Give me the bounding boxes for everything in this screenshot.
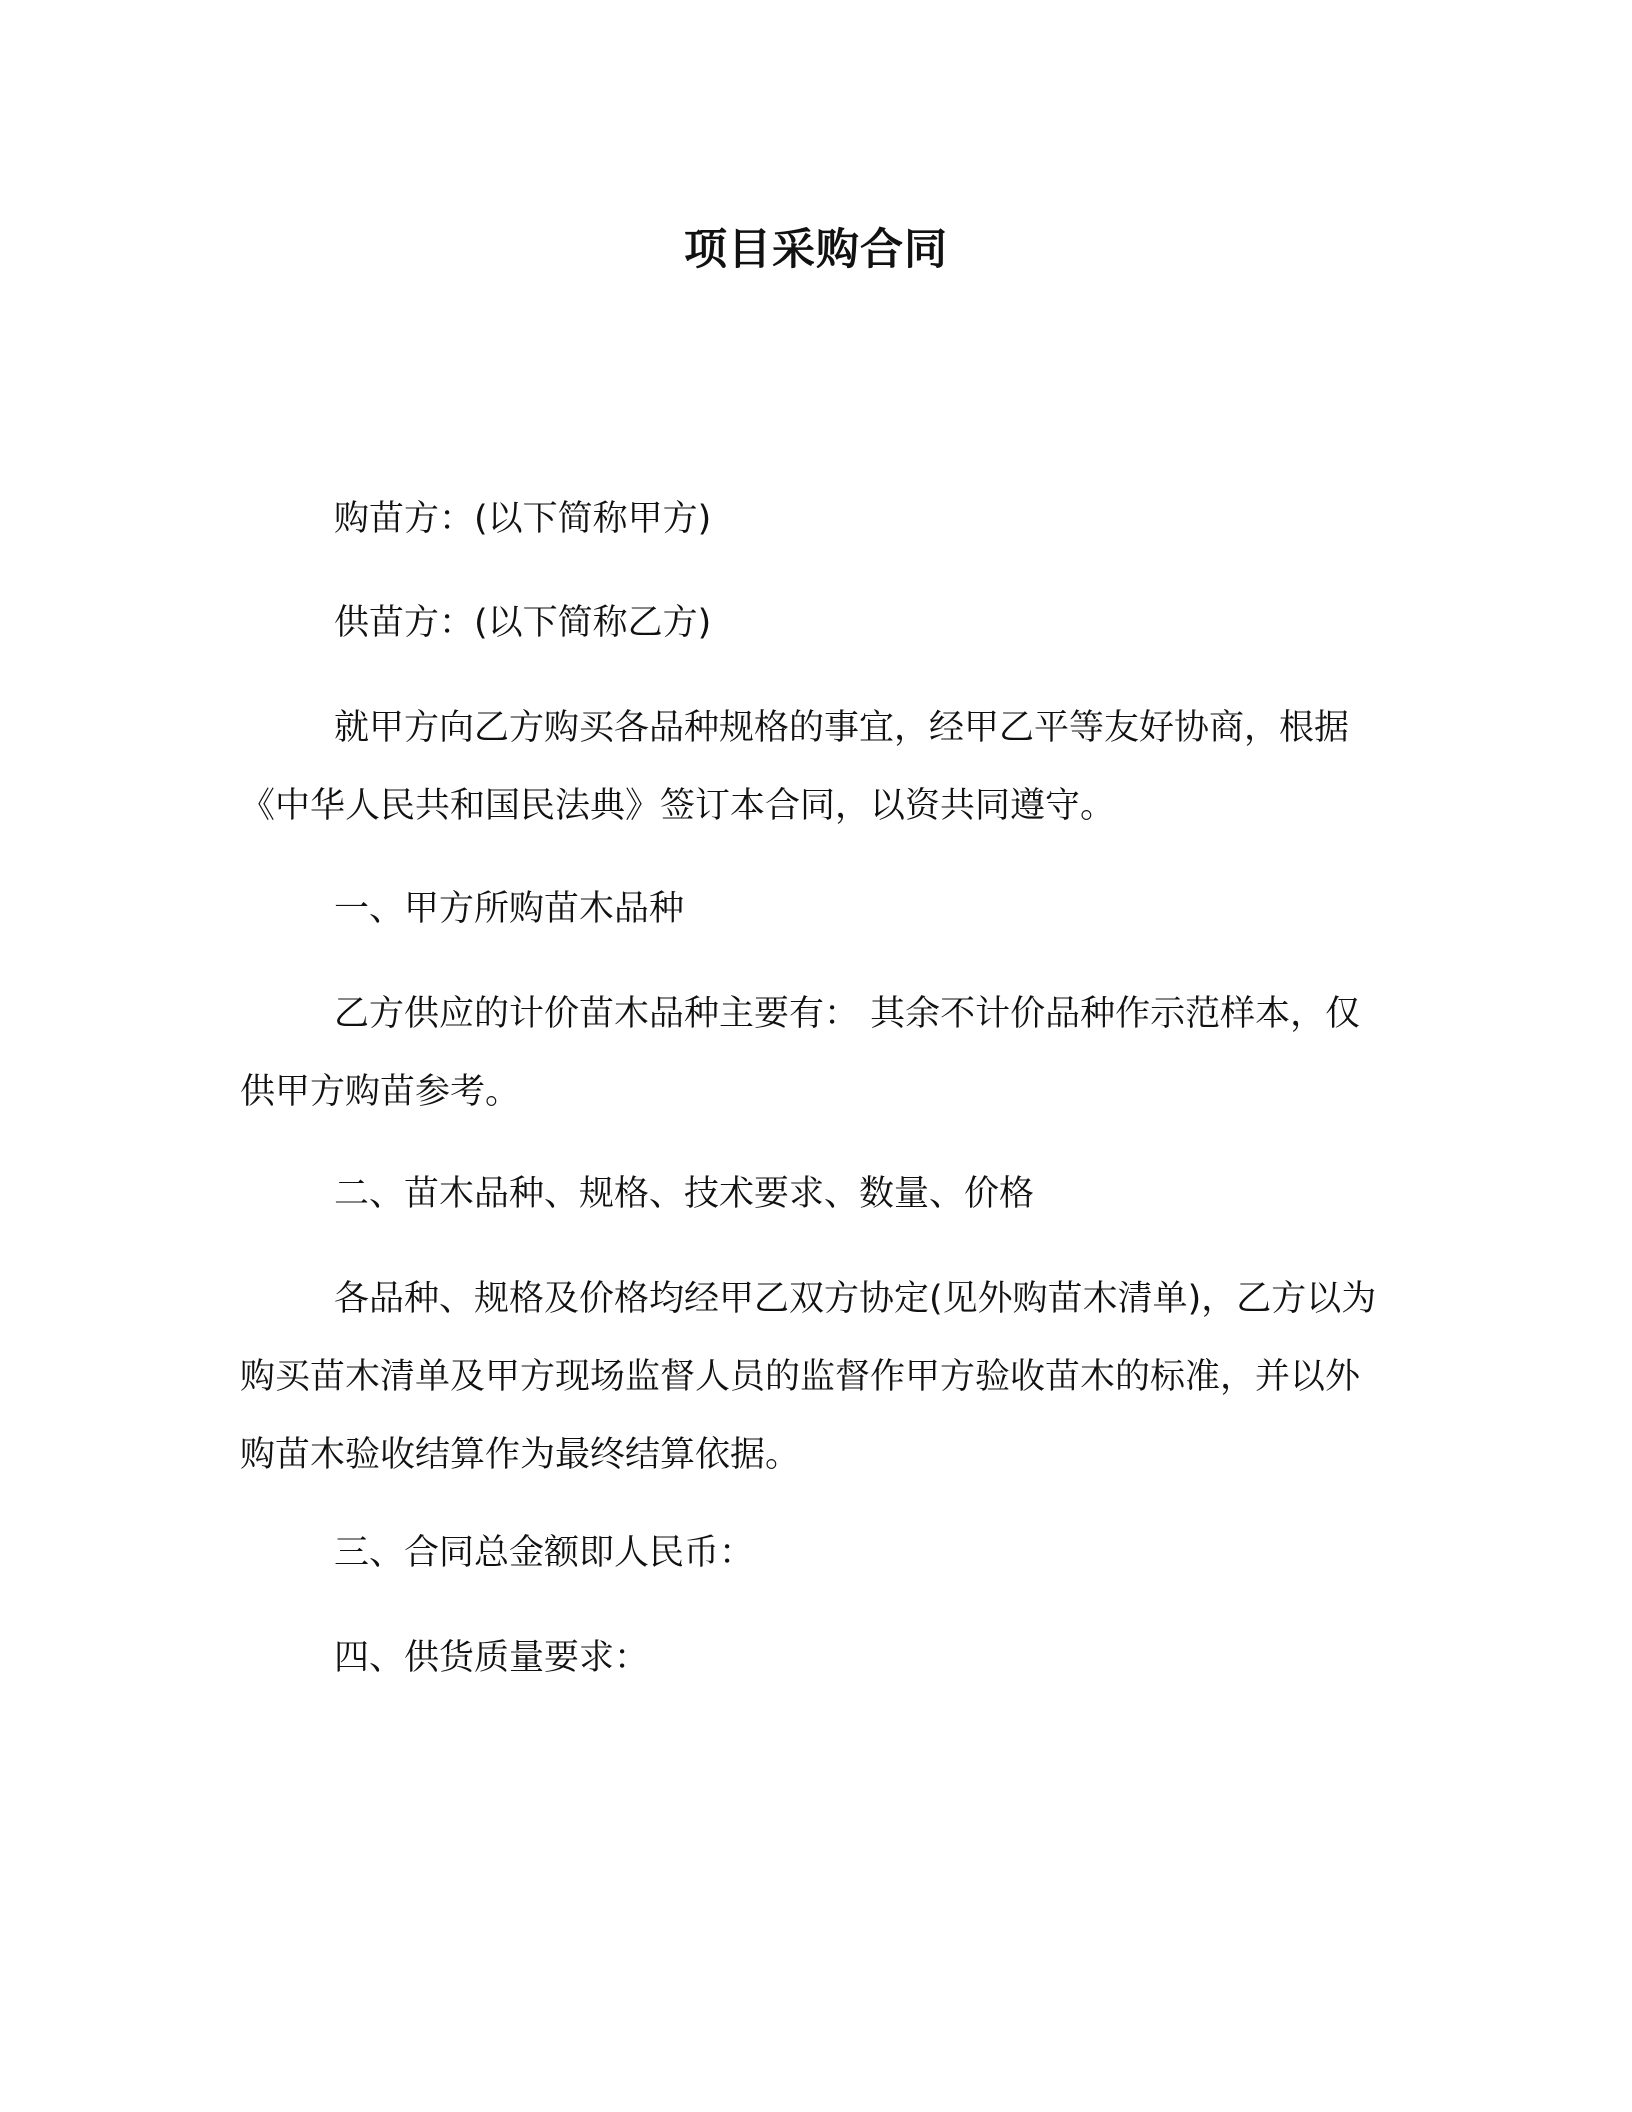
intro-paragraph: 就甲方向乙方购买各品种规格的事宜，经甲乙平等友好协商，根据《中华人民共和国民法典》签订本合同，以资共同遵守。 [240, 708, 1350, 826]
section-2-heading: 二、苗木品种、规格、技术要求、数量、价格 [334, 1174, 1035, 1214]
section-1-body: 乙方供应的计价苗木品种主要有： 其余不计价品种作示范样本，仅供甲方购苗参考。 [240, 994, 1361, 1112]
buyer-line: 购苗方：(以下简称甲方) [334, 499, 712, 539]
supplier-line: 供苗方：(以下简称乙方) [334, 603, 712, 643]
section-2-body: 各品种、规格及价格均经甲乙双方协定(见外购苗木清单)，乙方以为购买苗木清单及甲方现场监督人员的监督作甲方验收苗木的标准，并以外购苗木验收结算作为最终结算依据。 [240, 1279, 1377, 1475]
document-title: 项目采购合同 [684, 225, 948, 275]
section-3-heading: 三、合同总金额即人民币： [334, 1533, 755, 1573]
section-4-heading: 四、供货质量要求： [334, 1638, 650, 1678]
section-1-heading: 一、甲方所购苗木品种 [334, 889, 685, 929]
